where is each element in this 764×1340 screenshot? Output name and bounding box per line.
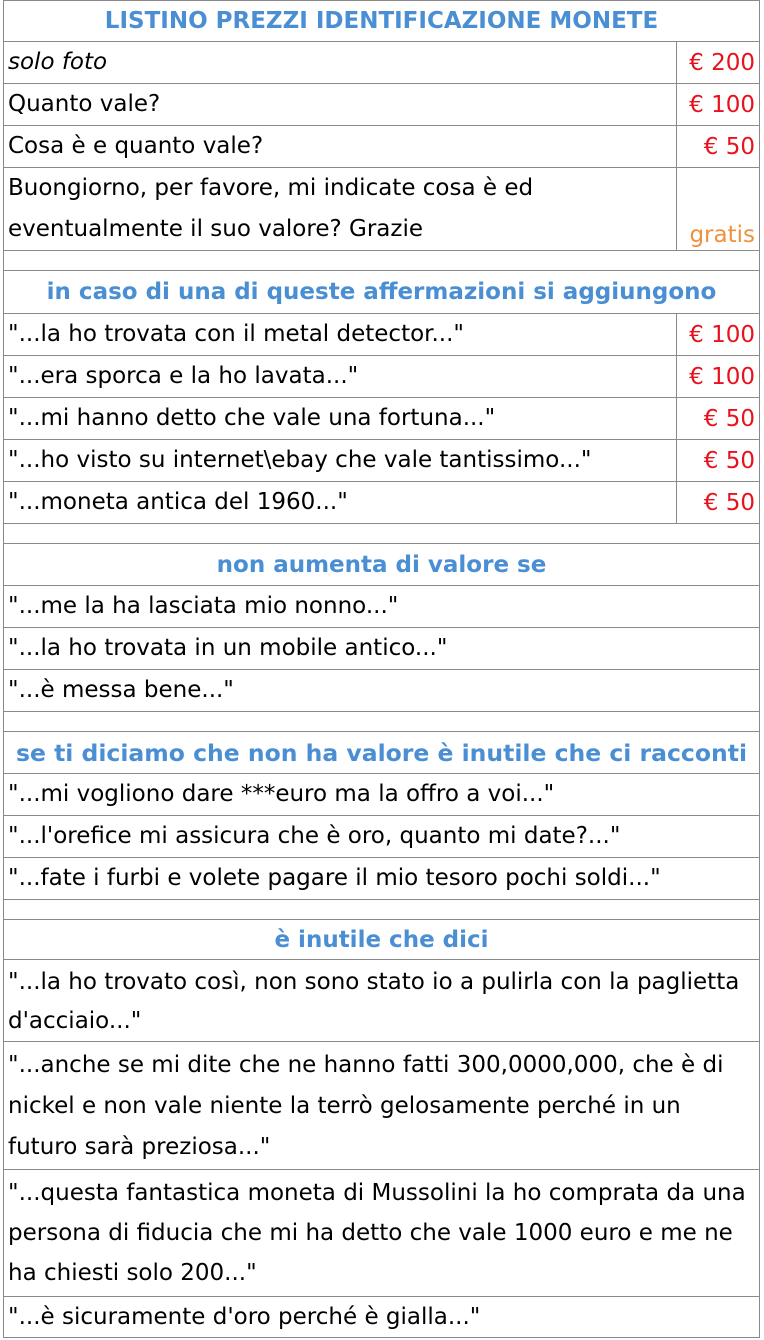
addition-label: "...ho visto su internet\ebay che vale tantissimo..."	[8, 447, 592, 473]
addition-label: "...la ho trovata con il metal detector..."	[8, 321, 465, 347]
price-row-label-text: solo foto	[8, 49, 108, 75]
statement-row	[3, 815, 760, 857]
spacer-row	[3, 523, 760, 543]
price-value: € 50	[676, 126, 759, 167]
price-value-free: gratis	[676, 168, 759, 250]
addition-price: € 100	[676, 314, 759, 355]
statement-row	[3, 1296, 760, 1338]
statement-text: "...è messa bene..."	[8, 677, 234, 703]
page-title: LISTINO PREZZI IDENTIFICAZIONE MONETE	[104, 8, 659, 34]
addition-price: € 50	[676, 440, 759, 481]
addition-price: € 50	[676, 482, 759, 523]
statement-row	[3, 959, 760, 1041]
price-row-label: Quanto vale?	[8, 91, 161, 117]
addition-price: € 50	[676, 398, 759, 439]
addition-label: "...moneta antica del 1960..."	[8, 489, 348, 515]
section-heading-row	[3, 731, 760, 773]
addition-row	[3, 313, 760, 355]
statement-text: "...la ho trovato così, non sono stato io a pulirla con la paglietta d'acciaio..."	[8, 969, 740, 1034]
spacer-row	[3, 899, 760, 919]
addition-price: € 100	[676, 356, 759, 397]
statement-row	[3, 1041, 760, 1169]
price-row	[3, 41, 760, 83]
section-heading-no-increase: non aumenta di valore se	[216, 551, 547, 578]
price-row-label: Cosa è e quanto vale?	[8, 133, 264, 159]
statement-row	[3, 1169, 760, 1296]
statement-row	[3, 669, 760, 711]
price-row	[3, 167, 760, 250]
section-heading-row	[3, 919, 760, 959]
addition-label: "...mi hanno detto che vale una fortuna..."	[8, 405, 496, 431]
statement-text: "...l'orefice mi assicura che è oro, quanto mi date?..."	[8, 823, 621, 849]
price-row	[3, 83, 760, 125]
spacer-row	[3, 711, 760, 731]
title-row	[3, 0, 760, 41]
addition-row	[3, 397, 760, 439]
statement-text: "...fate i furbi e volete pagare il mio tesoro pochi soldi..."	[8, 865, 661, 891]
price-row-label: Buongiorno, per favore, mi indicate cosa è ed eventualmente il suo valore? Grazie	[8, 175, 534, 242]
price-value: € 100	[676, 84, 759, 125]
addition-row	[3, 481, 760, 523]
section-heading-no-value: se ti diciamo che non ha valore è inutile che ci racconti	[15, 738, 748, 767]
statement-row	[3, 857, 760, 899]
addition-label: "...era sporca e la ho lavata..."	[8, 363, 359, 389]
section-heading-useless: è inutile che dici	[274, 926, 489, 953]
section-heading-row	[3, 543, 760, 585]
price-value: € 200	[676, 42, 759, 83]
statement-text: "...mi vogliono dare ***euro ma la offro a voi..."	[8, 781, 555, 807]
statement-row	[3, 585, 760, 627]
section-heading-additions: in caso di una di queste affermazioni si aggiungono	[46, 279, 717, 305]
addition-row	[3, 355, 760, 397]
statement-text: "...questa fantastica moneta di Mussolini la ho comprata da una persona di fiducia che mi ha detto che vale 1000 euro e me ne ha chiesti solo 200..."	[8, 1180, 746, 1286]
section-heading-row	[3, 270, 760, 313]
statement-text: "...è sicuramente d'oro perché è gialla..."	[8, 1303, 481, 1330]
statement-row	[3, 773, 760, 815]
spacer-row	[3, 250, 760, 270]
price-row-label	[4, 42, 676, 83]
statement-row	[3, 627, 760, 669]
price-row	[3, 125, 760, 167]
statement-text: "...me la ha lasciata mio nonno..."	[8, 593, 399, 619]
statement-text: "...anche se mi dite che ne hanno fatti 300,0000,000, che è di nickel e non vale niente la terrò gelosamente perché in un futuro sarà preziosa..."	[8, 1052, 724, 1160]
addition-row	[3, 439, 760, 481]
statement-text: "...la ho trovata in un mobile antico..."	[8, 635, 448, 661]
